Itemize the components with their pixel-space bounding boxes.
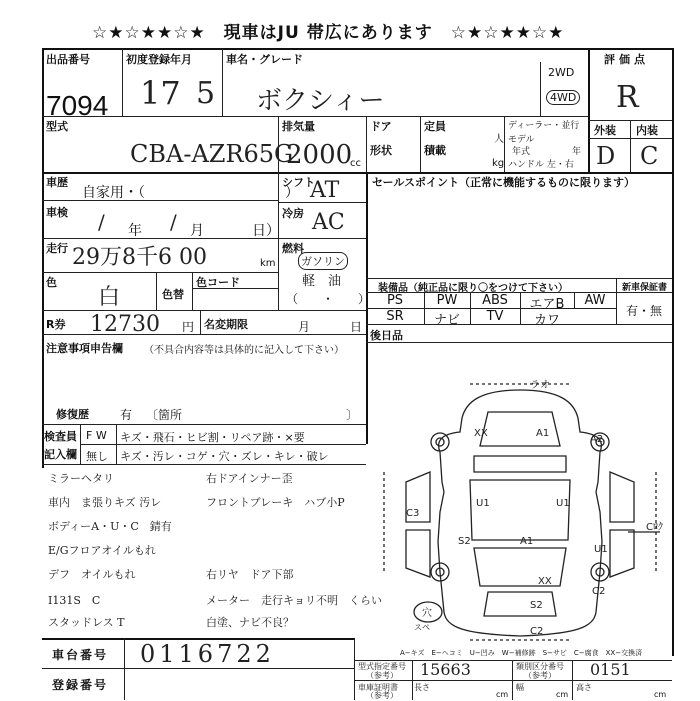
- equipment-leather: カワ: [533, 313, 560, 328]
- fuel-other: （ ・ ）: [286, 292, 371, 306]
- diagram-a1b: A1: [520, 536, 534, 547]
- inspector-label2: 記入欄: [44, 448, 77, 461]
- category-label2: （参考）: [524, 671, 556, 680]
- mileage-value: 29万8千6 00: [72, 245, 207, 270]
- dims-width-cm: cm: [556, 690, 569, 699]
- inspector-fw: F W: [86, 429, 107, 442]
- capacity-unit: 人: [494, 134, 504, 145]
- diagram-a2: A2: [590, 434, 604, 445]
- equipment-airbag: エアB: [529, 297, 565, 312]
- displacement-label: 排気量: [282, 120, 315, 133]
- equipment-abs: ABS: [482, 293, 508, 308]
- diagram-u1: U1: [476, 498, 490, 509]
- inspection-day-unit: 日）: [252, 223, 280, 239]
- notes-sub: （不具合内容等は具体的に記入して下さい）: [144, 345, 344, 356]
- diagram-c-ro: Cﾛｸ: [646, 522, 663, 533]
- equipment-navi: ナビ: [433, 313, 460, 328]
- category-label1: 類別区分番号: [516, 662, 564, 671]
- displacement-value: 2000: [286, 140, 353, 170]
- sales-label: セールスポイント（正常に機能するものに限ります）: [372, 176, 636, 189]
- chassis-label: 車台番号: [52, 648, 109, 662]
- equipment-aw: AW: [584, 293, 606, 308]
- displacement-unit: cc: [350, 158, 361, 169]
- model-code: CBA-AZR65G: [130, 140, 294, 168]
- equipment-sr: SR: [386, 309, 404, 324]
- diagram-c2: C2: [592, 586, 606, 597]
- repair-close: 〕: [346, 408, 359, 422]
- inspector-note-left: デフ オイルもれ: [48, 568, 136, 581]
- dealer-l4: 年: [572, 147, 582, 157]
- rear-seat-label: 後日品: [370, 329, 403, 342]
- dims-length-cm: cm: [496, 690, 509, 699]
- coupon-unit: 円: [182, 320, 195, 334]
- registration-label: 初度登録年月: [126, 53, 192, 66]
- expiry-label: 名変期限: [204, 318, 248, 331]
- rating-ext-label: 外装: [594, 124, 616, 137]
- warranty-value: 有・無: [626, 304, 663, 318]
- category-value: 0151: [590, 660, 631, 679]
- inspection-month: /: [170, 210, 177, 234]
- dealer-l5: ハンドル 左・右: [508, 160, 574, 170]
- lot-label: 出品番号: [46, 53, 90, 66]
- repair-place: 〔箇所: [146, 408, 183, 422]
- dealer-l3: 年式: [512, 147, 531, 157]
- diagram-a1: A1: [536, 428, 550, 439]
- inspection-month-unit: 月: [190, 223, 204, 239]
- cert-label2: （参考）: [366, 671, 398, 680]
- expiry-day-unit: 日: [350, 320, 363, 334]
- dims-height-cm: cm: [654, 690, 667, 699]
- inspector-row1: キズ・飛石・ヒビ割・リペア跡・×要: [120, 431, 305, 444]
- drive-2wd: 2WD: [548, 66, 575, 79]
- color-label: 色: [46, 276, 57, 289]
- rating-int: C: [640, 142, 659, 170]
- cert-label1: 型式指定番号: [358, 662, 406, 671]
- inspector-note-left: スタッドレス T: [48, 616, 125, 629]
- diagram-u1b: U1: [556, 498, 570, 509]
- chassis-value: 0116722: [140, 640, 275, 668]
- ac-value: AC: [312, 210, 345, 235]
- dims-cert-label: 車庫証明書: [358, 683, 398, 692]
- warranty-label: 新車保証書: [622, 283, 668, 293]
- header-banner: ☆★☆★★☆★ 現車はJU 帯広にあります ☆★☆★★☆★: [92, 23, 565, 43]
- rating-ext: D: [596, 142, 616, 170]
- inspector-note-right: メーター 走行キョリ不明 くらい: [206, 594, 382, 607]
- load-label: 積載: [424, 144, 446, 157]
- inspector-note-left: ボディーA・U・C 錆有: [48, 520, 172, 533]
- dealer-l1: ディーラー・並行: [508, 121, 580, 131]
- damage-diagram: [370, 372, 670, 662]
- expiry-month-unit: 月: [298, 320, 311, 334]
- cert-value: 15663: [420, 660, 471, 679]
- inspection-label: 車検: [46, 206, 68, 219]
- history-value: 自家用・（ ）: [82, 185, 299, 201]
- repair-label: 修復歴: [56, 408, 89, 421]
- history-label: 車歴: [46, 176, 68, 189]
- mileage-label: 走行: [46, 242, 68, 255]
- capacity-label: 定員: [424, 120, 446, 133]
- lot-number: 7094: [46, 90, 109, 121]
- diagram-bubble: 穴: [422, 608, 432, 619]
- inspector-note-right: 右リヤ ドア下部: [206, 568, 294, 581]
- rating-int-label: 内装: [636, 124, 658, 137]
- registration-month: 5: [196, 76, 216, 111]
- car-name-label: 車名・グレード: [226, 53, 303, 66]
- dims-height: 高さ: [576, 683, 592, 692]
- repair-value: 有: [120, 408, 133, 422]
- shift-label: シフト: [282, 176, 315, 189]
- diagram-xx2: XX: [538, 576, 552, 587]
- coupon-value: 12730: [90, 312, 160, 337]
- coupon-label: R券: [46, 318, 66, 331]
- equipment-pw: PW: [436, 293, 458, 308]
- diagram-u1c: U1: [594, 544, 608, 555]
- color-code-label: 色コード: [196, 276, 240, 289]
- shape-label: 形状: [370, 144, 392, 157]
- inspector-label1: 検査員: [44, 430, 77, 443]
- equipment-tv: TV: [486, 309, 504, 324]
- mileage-unit: km: [260, 258, 276, 269]
- inspector-note-left: I131S C: [48, 594, 101, 607]
- inspector-note-left: E/Gフロアオイルもれ: [48, 544, 156, 557]
- ac-label: 冷房: [282, 207, 304, 220]
- fuel-diesel: 軽 油: [302, 274, 342, 289]
- diagram-bottom: C2: [530, 626, 544, 637]
- model-label: 型式: [46, 120, 68, 133]
- drive-4wd: 4WD: [546, 90, 580, 105]
- inspector-note-right: 右ドアインナー歪: [206, 472, 293, 485]
- dims-length: 長さ: [414, 683, 430, 692]
- rating-label: 評価点: [604, 53, 649, 66]
- color-value: 白: [98, 285, 121, 310]
- rating-score: R: [616, 80, 639, 115]
- diagram-s2b: S2: [530, 600, 543, 611]
- door-label: ドア: [370, 120, 392, 133]
- inspector-note-right: 白塗、ナビ不良？: [206, 616, 294, 629]
- diagram-top-label: ラオ: [530, 380, 550, 391]
- dealer-l2: モデル: [508, 135, 535, 145]
- car-name: ボクシィー: [256, 86, 385, 116]
- inspector-note-left: 車内 ま張りキズ 汚レ: [48, 496, 162, 509]
- diagram-sub: スペ: [414, 623, 430, 632]
- inspector-row2: キズ・汚レ・コゲ・穴・ズレ・キレ・破レ: [120, 450, 329, 463]
- diagram-legend: A−キズ E−ヘコミ U−凹み W−補修跡 S−サビ C−腐食 XX−交換済: [400, 649, 643, 657]
- notes-label: 注意事項申告欄: [46, 342, 123, 355]
- diagram-s2: S2: [458, 536, 471, 547]
- inspection-year-unit: 年: [128, 223, 142, 239]
- dims-width: 幅: [516, 683, 524, 692]
- fuel-label: 燃料: [282, 242, 304, 255]
- reg-number-label: 登録番号: [52, 678, 109, 692]
- equipment-ps: PS: [386, 293, 404, 308]
- inspector-note-right: フロントブレーキ ハブ小P: [206, 496, 345, 509]
- equipment-label: 装備品（純正品に限り〇をつけて下さい）: [378, 283, 568, 294]
- dims-cert-sub: （参考）: [366, 691, 398, 700]
- shift-value: AT: [310, 178, 340, 203]
- diagram-c3: C3: [406, 508, 420, 519]
- load-unit: kg: [492, 158, 505, 169]
- inspection-year: /: [98, 210, 105, 234]
- registration-year: 17: [140, 74, 181, 112]
- inspector-nashi: 無し: [86, 450, 108, 463]
- inspector-note-left: ミラーヘタリ: [48, 472, 114, 485]
- color-change-label: 色替: [162, 288, 184, 301]
- diagram-xx1: XX: [474, 428, 488, 439]
- fuel-gas: ガソリン: [298, 252, 348, 270]
